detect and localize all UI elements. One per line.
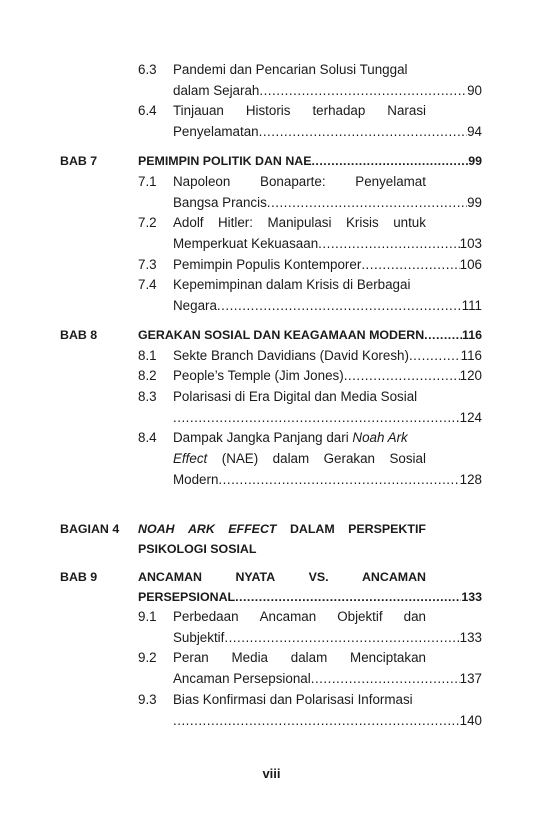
chapter-entry[interactable] <box>138 326 482 345</box>
section-number: 7.3 <box>138 257 157 272</box>
toc-entry-line[interactable] <box>173 408 482 427</box>
section-number: 8.4 <box>138 430 157 445</box>
section-number: 6.4 <box>138 103 157 118</box>
part-title-cont: PSIKOLOGI SOSIAL <box>138 542 257 556</box>
leader-dots <box>217 296 462 315</box>
chapter-label: BAB 9 <box>60 570 98 584</box>
leader-dots <box>311 152 468 171</box>
section-title: Kepemimpinan dalam Krisis di Berbagai <box>173 277 411 292</box>
leader-dots <box>259 122 467 141</box>
section-title-cont: Effect (NAE) dalam Gerakan Sosial <box>173 451 426 466</box>
page-number: 133 <box>459 630 482 645</box>
section-title: Polarisasi di Era Digital dan Media Sosial <box>173 389 418 404</box>
section-number: 9.1 <box>138 609 157 624</box>
page-number: 128 <box>459 472 482 487</box>
section-title: People’s Temple (Jim Jones) <box>173 368 344 383</box>
section-number: 9.3 <box>138 692 157 707</box>
section-number: 8.2 <box>138 368 157 383</box>
leader-dots <box>218 470 459 489</box>
page-number: 137 <box>459 671 482 686</box>
leader-dots <box>235 588 461 607</box>
toc-entry-line[interactable]: Negara ..... 111 <box>173 296 482 315</box>
page-number: 99 <box>468 154 482 168</box>
toc-entry-line[interactable] <box>173 255 482 274</box>
page-number: 116 <box>462 328 482 342</box>
section-number: 8.3 <box>138 389 157 404</box>
section-title: Pandemi dan Pencarian Solusi Tunggal <box>173 62 408 77</box>
part-label: BAGIAN 4 <box>60 522 120 536</box>
toc-entry-line[interactable] <box>173 711 482 730</box>
toc-entry-line[interactable] <box>173 81 482 100</box>
leader-dots <box>173 408 460 427</box>
chapter-title[interactable]: ANCAMAN NYATA VS. ANCAMAN <box>138 570 426 584</box>
section-title: Napoleon Bonaparte: Penyelamat <box>173 174 426 189</box>
chapter-title: GERAKAN SOSIAL DAN KEAGAMAAN MODERN <box>138 328 425 342</box>
toc-entry-line[interactable]: Subjektif ..... 133 <box>173 628 482 647</box>
leader-dots <box>361 255 459 274</box>
toc-entry-line[interactable]: Memperkuat Kekuasaan ..... 103 <box>173 234 482 253</box>
toc-entry-line[interactable]: Ancaman Persepsional ..... 137 <box>173 669 482 688</box>
chapter-entry[interactable] <box>138 152 482 171</box>
leader-dots <box>311 669 460 688</box>
section-title: Adolf Hitler: Manipulasi Krisis untuk <box>173 215 426 230</box>
leader-dots <box>224 628 459 647</box>
leader-dots <box>344 366 460 385</box>
toc-entry-line[interactable]: Penyelamatan ..... 94 <box>173 122 482 141</box>
section-title: Peran Media dalam Menciptakan <box>173 650 426 665</box>
page-number: 99 <box>467 195 482 210</box>
page-number: 116 <box>460 348 482 363</box>
page-number: 111 <box>461 298 482 313</box>
leader-dots <box>409 346 461 365</box>
page-number: 103 <box>459 236 482 251</box>
toc-entry-line[interactable] <box>173 366 482 385</box>
leader-dots <box>424 326 462 345</box>
section-number: 6.3 <box>138 62 157 77</box>
section-number: 7.2 <box>138 215 157 230</box>
section-number: 7.1 <box>138 174 157 189</box>
section-title: Perbedaan Ancaman Objektif dan <box>173 609 426 624</box>
section-number: 7.4 <box>138 277 157 292</box>
section-title-cont: dalam Sejarah <box>173 83 260 98</box>
toc-entry-line[interactable] <box>173 346 482 365</box>
section-title: Pemimpin Populis Kontemporer <box>173 257 362 272</box>
page-number: 90 <box>467 83 482 98</box>
leader-dots <box>173 711 460 730</box>
page-number: 133 <box>461 590 482 604</box>
section-number: 8.1 <box>138 348 157 363</box>
leader-dots <box>259 81 467 100</box>
page-number: 120 <box>459 368 482 383</box>
part-title[interactable]: NOAH ARK EFFECT DALAM PERSPEKTIF <box>138 522 426 536</box>
leader-dots <box>318 234 460 253</box>
toc-entry-line[interactable]: Bangsa Prancis ..... 99 <box>173 193 482 212</box>
chapter-label: BAB 8 <box>60 328 98 342</box>
section-title: Dampak Jangka Panjang dari Noah Ark <box>173 430 408 445</box>
page-number: 106 <box>459 257 482 272</box>
section-title: Tinjauan Historis terhadap Narasi <box>173 103 426 118</box>
chapter-entry[interactable]: PERSEPSIONAL ..... 133 <box>138 588 482 607</box>
leader-dots <box>267 193 467 212</box>
page-number: 124 <box>459 410 482 425</box>
section-title: Bias Konfirmasi dan Polarisasi Informasi <box>173 692 413 707</box>
section-number: 9.2 <box>138 650 157 665</box>
chapter-title: PEMIMPIN POLITIK DAN NAE <box>138 154 312 168</box>
toc-entry-line[interactable]: Modern ..... 128 <box>173 470 482 489</box>
folio-page-number: viii <box>262 766 281 781</box>
page-number: 94 <box>467 124 482 139</box>
section-title: Sekte Branch Davidians (David Koresh) <box>173 348 409 363</box>
chapter-label: BAB 7 <box>60 154 98 168</box>
page-number: 140 <box>459 713 482 728</box>
